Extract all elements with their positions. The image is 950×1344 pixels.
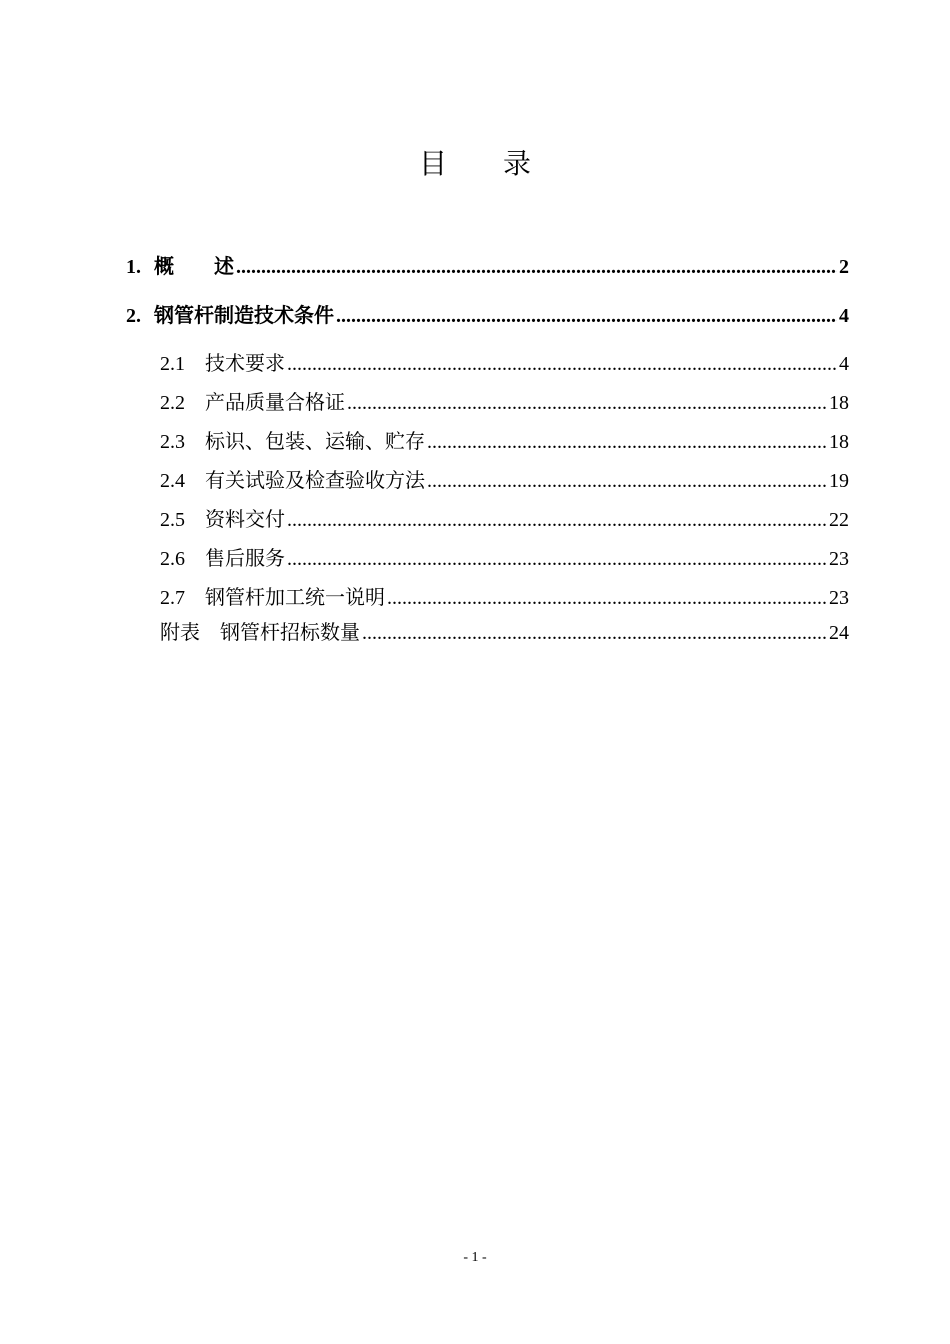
toc-subentry-number: 2.7 <box>160 587 185 609</box>
toc-subentry-page: 19 <box>829 470 849 492</box>
toc-subentry-page: 23 <box>829 548 849 570</box>
toc-subentry[interactable] <box>160 505 849 533</box>
toc-dot-leader <box>287 506 827 533</box>
toc-subentry[interactable] <box>160 388 849 416</box>
toc-dot-leader <box>287 350 837 377</box>
toc-subentry-page: 18 <box>829 392 849 414</box>
toc-dot-leader <box>387 584 827 611</box>
toc-dot-leader <box>287 545 827 572</box>
toc-appendix-page: 24 <box>829 622 849 644</box>
toc-subentry[interactable] <box>160 544 849 572</box>
toc-subentry-text: 产品质量合格证 <box>205 390 345 414</box>
toc-subentry[interactable] <box>160 427 849 455</box>
toc-subentry-number: 2.4 <box>160 470 185 492</box>
toc-dot-leader <box>236 253 837 280</box>
toc-entry-number: 2. <box>126 305 141 327</box>
toc-subentry-text: 资料交付 <box>205 507 285 531</box>
toc-entry[interactable] <box>126 301 849 329</box>
toc-subentry-number: 2.3 <box>160 431 185 453</box>
toc-subentry-number: 2.2 <box>160 392 185 414</box>
toc-subentry-page: 4 <box>839 353 849 375</box>
toc-entry-text: 钢管杆制造技术条件 <box>154 303 334 327</box>
toc-subentry-text: 技术要求 <box>205 351 285 375</box>
toc-dot-leader <box>336 302 837 329</box>
toc-subentry-number: 2.1 <box>160 353 185 375</box>
toc-entry-page: 2 <box>839 256 849 278</box>
toc-subentry-page: 23 <box>829 587 849 609</box>
toc-entry[interactable] <box>126 252 849 280</box>
toc-subentry[interactable] <box>160 583 849 611</box>
toc-dot-leader <box>362 619 827 646</box>
toc-entry-page: 4 <box>839 305 849 327</box>
toc-entry-number: 1. <box>126 256 141 278</box>
toc-subentry-number: 2.5 <box>160 509 185 531</box>
page-number-footer: - 1 - <box>463 1250 487 1265</box>
toc-subentry-text: 有关试验及检查验收方法 <box>205 468 425 492</box>
toc-subentry-text: 标识、包装、运输、贮存 <box>205 429 425 453</box>
toc-dot-leader <box>427 467 827 494</box>
toc-appendix-text: 附表 钢管杆招标数量 <box>160 620 360 644</box>
toc-subentry[interactable] <box>160 349 849 377</box>
toc-subentry-text: 售后服务 <box>205 546 285 570</box>
toc-entry-text: 概 述 <box>154 254 234 278</box>
toc-dot-leader <box>427 428 827 455</box>
toc-subentry-text: 钢管杆加工统一说明 <box>205 585 385 609</box>
toc-title: 目 录 <box>418 147 531 180</box>
toc-appendix-entry[interactable] <box>160 618 849 646</box>
toc-subentry-page: 22 <box>829 509 849 531</box>
toc-subentry-page: 18 <box>829 431 849 453</box>
toc-subentry-number: 2.6 <box>160 548 185 570</box>
toc-subentry[interactable] <box>160 466 849 494</box>
toc-dot-leader <box>347 389 827 416</box>
